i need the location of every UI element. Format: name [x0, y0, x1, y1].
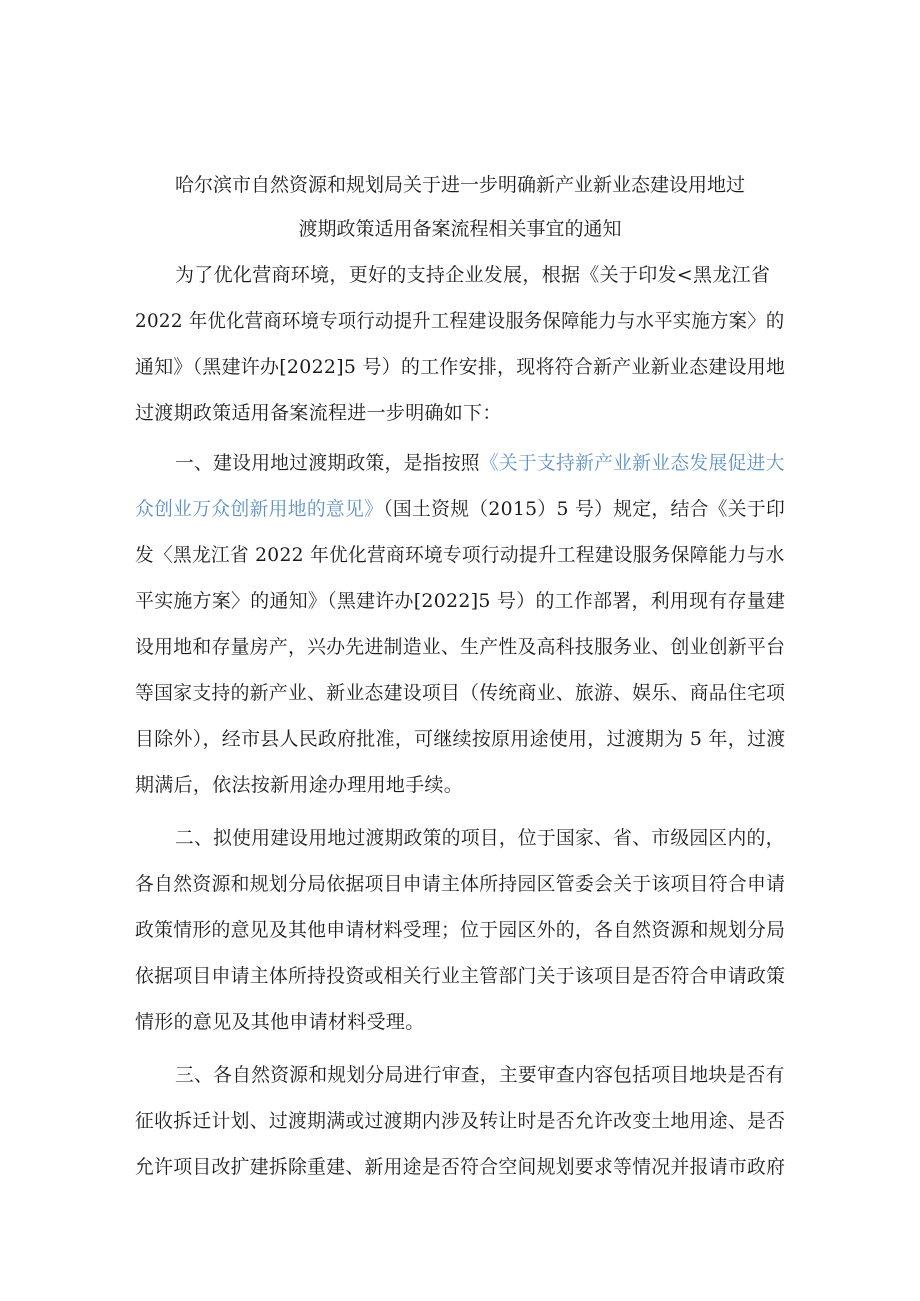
document-title-line-1: 哈尔滨市自然资源和规划局关于进一步明确新产业新业态建设用地过: [174, 174, 745, 196]
document-title-line-2: 渡期政策适用备案流程相关事宜的通知: [298, 218, 622, 240]
section-two-line-2: 各自然资源和规划分局依据项目申请主体所持园区管委会关于该项目符合申请: [135, 873, 786, 895]
intro-line-2: 2022 年优化营商环境专项行动提升工程建设服务保障能力与水平实施方案〉的: [135, 310, 785, 332]
section-three-line-3: 允许项目改扩建拆除重建、新用途是否符合空间规划要求等情况并报请市政府: [135, 1156, 786, 1178]
section-two-line-3: 政策情形的意见及其他申请材料受理；位于园区外的，各自然资源和规划分局: [135, 919, 786, 941]
section-three-line-2: 征收拆迁计划、过渡期满或过渡期内涉及转让时是否允许改变土地用途、是否: [135, 1110, 786, 1132]
intro-line-4: 过渡期政策适用备案流程进一步明确如下：: [135, 402, 502, 424]
intro-line-1: 为了优化营商环境，更好的支持企业发展，根据《关于印发<黑龙江省: [175, 264, 771, 286]
section-one-line-6: 等国家支持的新产业、新业态建设项目（传统商业、旅游、娱乐、商品住宅项: [135, 682, 786, 704]
policy-link-part-2[interactable]: 众创业万众创新用地的意见》: [135, 498, 384, 520]
section-one-line-8: 期满后，依法按新用途办理用地手续。: [135, 774, 464, 796]
section-one-line-1: [175, 448, 785, 475]
section-one-line-5: 设用地和存量房产，兴办先进制造业、生产性及高科技服务业、创业创新平台: [135, 636, 786, 658]
section-two-line-4: 依据项目申请主体所持投资或相关行业主管部门关于该项目是否符合申请政策: [135, 965, 786, 987]
section-one-line-2-suffix: （国土资规（2015）5 号）规定，结合《关于印: [383, 498, 786, 520]
section-two-line-5: 情形的意见及其他申请材料受理。: [135, 1011, 425, 1033]
intro-line-3: 通知》（黑建许办[2022]5 号）的工作安排，现将符合新产业新业态建设用地: [135, 356, 786, 378]
section-one-line-4: 平实施方案〉的通知》（黑建许办[2022]5 号）的工作部署，利用现有存量建: [135, 590, 786, 612]
section-one-line-7: 目除外），经市县人民政府批准，可继续按原用途使用，过渡期为 5 年，过渡: [135, 728, 786, 750]
section-three-line-1: 三、各自然资源和规划分局进行审查，主要审查内容包括项目地块是否有: [175, 1064, 785, 1086]
policy-link-part-1[interactable]: 《关于支持新产业新业态发展促进大: [479, 452, 785, 474]
section-one-line-2: [135, 494, 785, 521]
section-one-line-3: 发〈黑龙江省 2022 年优化营商环境专项行动提升工程建设服务保障能力与水: [135, 544, 785, 566]
section-two-line-1: 二、拟使用建设用地过渡期政策的项目，位于国家、省、市级园区内的，: [175, 827, 785, 849]
section-one-prefix: 一、建设用地过渡期政策，是指按照: [175, 452, 480, 474]
